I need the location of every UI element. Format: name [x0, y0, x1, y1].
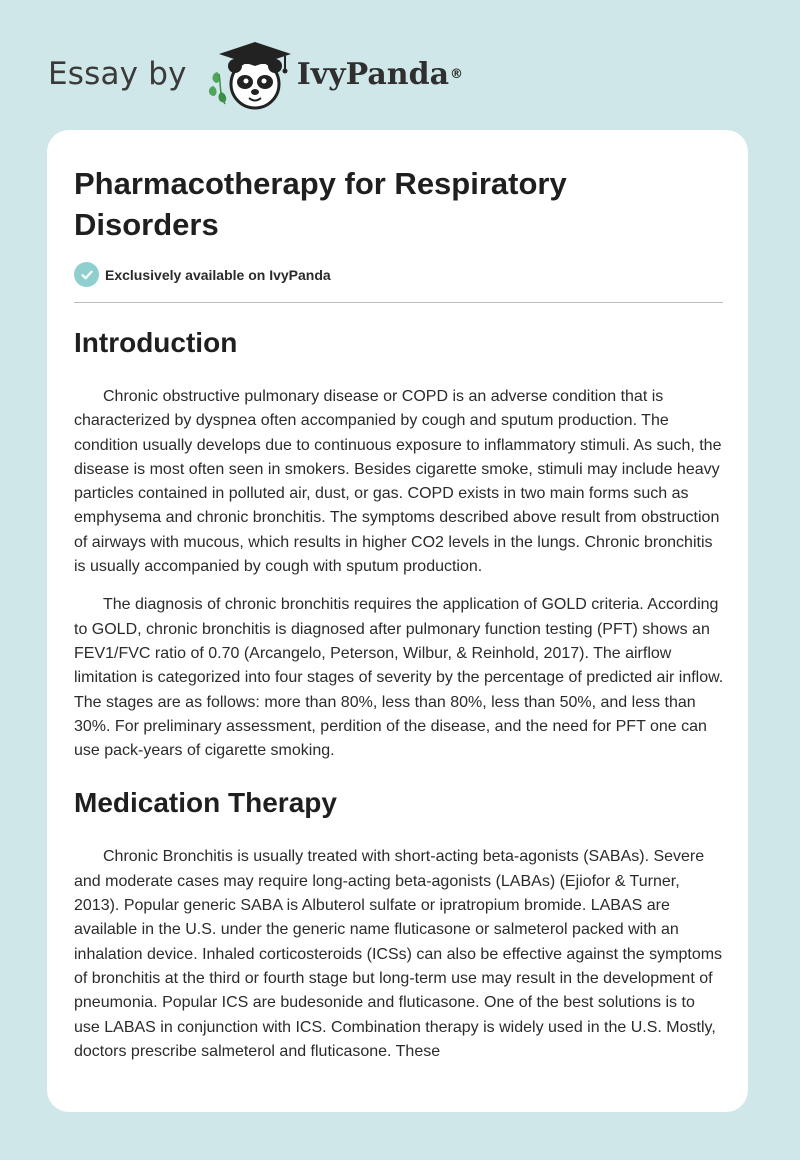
panda-graduate-icon — [203, 36, 295, 112]
paragraph: Chronic obstructive pulmonary disease or COPD is an adverse condition that is characterized by dyspnea often accompanied by cough and sputum production. The condition usually develops due to continuous exposure to inflammatory stimuli. As such, the disease is most often seen in smokers. Besides cigarette smoke, stimuli may include heavy particles contained in polluted air, dust, or gas. COPD exists in two main forms such as emphysema and chronic bronchitis. The symptoms described above result from obstruction of airways with mucous, which results in higher CO2 levels in the lungs. Chronic bronchitis is usually accompanied by cough with sputum production. — [74, 388, 722, 576]
paragraph: Chronic Bronchitis is usually treated with short-acting beta-agonists (SABAs). Severe and moderate cases may require long-acting beta-agonists (LABAs) (Ejiofor & Turner, 2013). Popular generic SABA is Albuterol sulfate or ipratropium bromide. LABAS are available in the U.S. under the generic name fluticasone or salmeterol packed with an inhalation device. Inhaled corticosteroids (ICSs) can also be effective against the symptoms of bronchitis at the third or fourth stage but long-term use may result in the development of pneumonia. Popular ICS are budesonide and fluticasone. One of the best solutions is to use LABAS in conjunction with ICS. Combination therapy is widely used in the U.S. Mostly, doctors prescribe salmeterol and fluticasone. These — [74, 848, 723, 1060]
brand-name: IvyPanda — [296, 56, 450, 92]
brand-header — [48, 36, 463, 112]
page-title: Pharmacotherapy for Respiratory Disorders — [74, 166, 567, 242]
divider — [74, 302, 723, 303]
brand-registered-mark: ® — [450, 66, 464, 82]
check-circle-icon — [74, 262, 99, 287]
section-heading-introduction: Introduction — [74, 327, 238, 358]
article-card — [47, 130, 748, 1112]
exclusive-badge — [74, 262, 331, 287]
section-heading-medication-therapy: Medication Therapy — [74, 787, 337, 819]
paragraph: The diagnosis of chronic bronchitis requires the application of GOLD criteria. According to GOLD, chronic bronchitis is diagnosed after pulmonary function testing (PFT) shows an FEV1/FVC ratio of 0.70 (Arcangelo, Peterson, Wilbur, & Reinhold, 2017). The airflow limitation is categorized into four stages of severity by the percentage of predicted air inflow. The stages are as follows: more than 80%, less than 80%, less than 50%, and less than 30%. For preliminary assessment, perdition of the disease, and the need for PFT one can use pack-years of cigarette smoking. — [74, 596, 724, 760]
article-body — [74, 323, 724, 1064]
badge-text: Exclusively available on IvyPanda — [105, 266, 331, 283]
brand-prefix: Essay by — [48, 56, 187, 92]
